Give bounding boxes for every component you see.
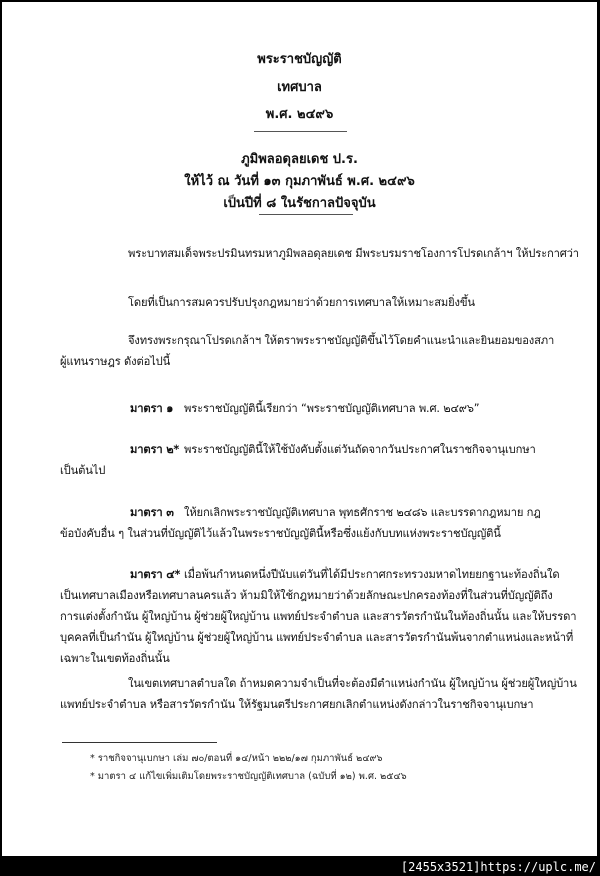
preamble-paragraph-1: พระบาทสมเด็จพระปรมินทรมหาภูมิพลอดุลยเดช มีพระบรมราชโองการโปรดเกล้าฯ ให้ประกาศว่า: [128, 247, 579, 260]
title-divider: [254, 131, 347, 132]
section-4-para2-line-2: แพทย์ประจำตำบล หรือสารวัตรกำนัน ให้รัฐมนตรีประกาศยกเลิกตำแหน่งดังกล่าวในราชกิจจานุเบกษา: [60, 698, 534, 711]
enactment-clause-line-2: ผู้แทนราษฎร ดังต่อไปนี้: [60, 355, 171, 368]
section-4-number: มาตรา ๔*: [130, 568, 181, 581]
act-year: พ.ศ. ๒๔๙๖: [265, 107, 334, 122]
section-4-text-line-5: เฉพาะในเขตท้องถิ่นนั้น: [60, 652, 170, 665]
section-4-text-line-4: บุคคลที่เป็นกำนัน ผู้ใหญ่บ้าน ผู้ช่วยผู้ใหญ่บ้าน แพทย์ประจำตำบล และสารวัตรกำนันพ้นจากตำแหน่งและหน้าที่: [60, 631, 574, 644]
section-1-text: พระราชบัญญัตินี้เรียกว่า “พระราชบัญญัติเทศบาล พ.ศ. ๒๔๙๖”: [184, 402, 480, 415]
footnote-1: * ราชกิจจานุเบกษา เล่ม ๗๐/ตอนที่ ๑๔/หน้า ๒๒๒/๑๗ กุมภาพันธ์ ๒๔๙๖: [90, 753, 383, 764]
section-3-number: มาตรา ๓: [130, 506, 174, 519]
act-subject: เทศบาล: [277, 80, 322, 95]
footnote-2: * มาตรา ๔ แก้ไขเพิ่มเติมโดยพระราชบัญญัติเทศบาล (ฉบับที่ ๑๒) พ.ศ. ๒๕๔๖: [90, 771, 407, 782]
preamble-paragraph-2: โดยที่เป็นการสมควรปรับปรุงกฎหมายว่าด้วยการเทศบาลให้เหมาะสมยิ่งขึ้น: [128, 296, 475, 309]
act-title: พระราชบัญญัติ: [257, 52, 342, 67]
section-1-number: มาตรา ๑: [130, 402, 174, 415]
section-4-text-line-2: เป็นเทศบาลเมืองหรือเทศบาลนครแล้ว ห้ามมิให้ใช้กฎหมายว่าด้วยลักษณะปกครองท้องที่ในส่วนที่บัญญัติถึง: [60, 589, 553, 602]
footnote-divider: [62, 742, 217, 743]
king-signature: ภูมิพลอดุลยเดช ป.ร.: [241, 152, 358, 167]
section-4-text-line-3: การแต่งตั้งกำนัน ผู้ใหญ่บ้าน ผู้ช่วยผู้ใหญ่บ้าน แพทย์ประจำตำบล และสารวัตรกำนันในท้องถิ่นนั้น และให้บรรดา: [60, 610, 577, 623]
image-watermark: [2455x3521]https://uplc.me/: [400, 860, 596, 874]
enactment-clause-line-1: จึงทรงพระกรุณาโปรดเกล้าฯ ให้ตราพระราชบัญญัติขึ้นไว้โดยคำแนะนำและยินยอมของสภา: [128, 334, 555, 347]
section-4-text-line-1: เมื่อพ้นกำหนดหนึ่งปีนับแต่วันที่ได้มีประกาศกระทรวงมหาดไทยยกฐานะท้องถิ่นใด: [184, 568, 560, 581]
given-date: ให้ไว้ ณ วันที่ ๑๓ กุมภาพันธ์ พ.ศ. ๒๔๙๖: [184, 174, 415, 189]
section-3-text-line-1: ให้ยกเลิกพระราชบัญญัติเทศบาล พุทธศักราช ๒๔๘๖ และบรรดากฎหมาย กฎ: [184, 506, 541, 519]
section-2-text-line-2: เป็นต้นไป: [60, 464, 106, 477]
header-divider: [259, 214, 353, 215]
document-page: [2, 2, 597, 856]
section-2-text-line-1: พระราชบัญญัตินี้ให้ใช้บังคับตั้งแต่วันถัดจากวันประกาศในราชกิจจานุเบกษา: [184, 443, 536, 456]
section-3-text-line-2: ข้อบังคับอื่น ๆ ในส่วนที่บัญญัติไว้แล้วในพระราชบัญญัตินี้หรือซึ่งแย้งกับบทแห่งพระราชบัญญัตินี้: [60, 527, 501, 540]
reign-year: เป็นปีที่ ๘ ในรัชกาลปัจจุบัน: [223, 196, 376, 211]
section-4-para2-line-1: ในเขตเทศบาลตำบลใด ถ้าหมดความจำเป็นที่จะต้องมีตำแหน่งกำนัน ผู้ใหญ่บ้าน ผู้ช่วยผู้ใหญ่บ้าน: [128, 677, 577, 690]
section-2-number: มาตรา ๒*: [130, 443, 180, 456]
